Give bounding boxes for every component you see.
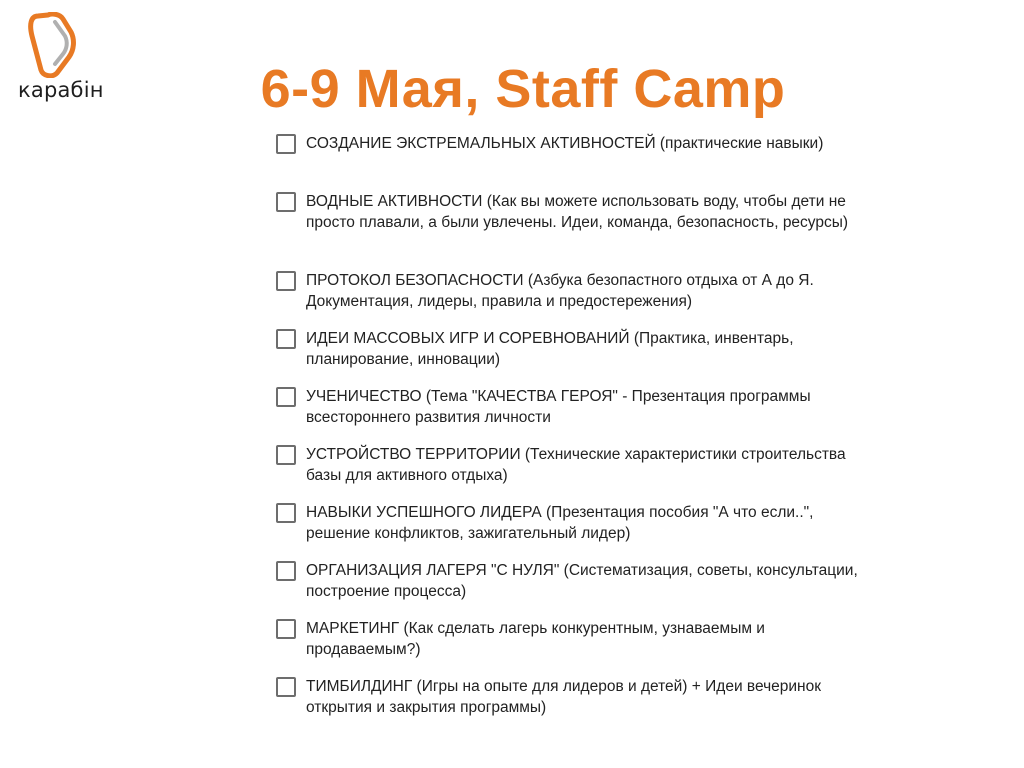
checklist-item-label: ПРОТОКОЛ БЕЗОПАСНОСТИ (Азбука безопастного отдыха от А до Я. Документация, лидеры, правила и предостережения): [306, 272, 814, 310]
checkbox[interactable]: [276, 192, 296, 212]
checklist-item-label: УЧЕНИЧЕСТВО (Тема "КАЧЕСТВА ГЕРОЯ" - Презентация программы всестороннего развития личности: [306, 388, 811, 426]
checkbox[interactable]: [276, 387, 296, 407]
checklist-item-label: ИДЕИ МАССОВЫХ ИГР И СОРЕВНОВАНИЙ (Практика, инвентарь, планирование, инновации): [306, 330, 794, 368]
checklist-item-label: ОРГАНИЗАЦИЯ ЛАГЕРЯ "С НУЛЯ" (Систематизация, советы, консультации, построение процесса): [306, 562, 858, 600]
checkbox[interactable]: [276, 134, 296, 154]
checkbox[interactable]: [276, 619, 296, 639]
checklist-item-label: ТИМБИЛДИНГ (Игры на опыте для лидеров и детей) + Идеи вечеринок открытия и закрытия программы): [306, 678, 822, 716]
checkbox[interactable]: [276, 329, 296, 349]
checklist-item-label: НАВЫКИ УСПЕШНОГО ЛИДЕРА (Презентация пособия "А что если..", решение конфликтов, зажигательный лидер): [306, 504, 814, 542]
logo-wordmark: карабін: [18, 78, 104, 102]
checklist-item-label: СОЗДАНИЕ ЭКСТРЕМАЛЬНЫХ АКТИВНОСТЕЙ (практические навыки): [306, 135, 824, 152]
checkbox[interactable]: [276, 561, 296, 581]
checkbox[interactable]: [276, 677, 296, 697]
page-title: 6-9 Мая, Staff Camp: [260, 59, 786, 119]
checkbox[interactable]: [276, 445, 296, 465]
checklist-item-label: УСТРОЙСТВО ТЕРРИТОРИИ (Технические характеристики строительства базы для активного отдыха): [306, 446, 846, 484]
checkbox[interactable]: [276, 503, 296, 523]
checkbox[interactable]: [276, 271, 296, 291]
checklist-item-label: МАРКЕТИНГ (Как сделать лагерь конкурентным, узнаваемым и продаваемым?): [306, 620, 765, 658]
checklist-item-label: ВОДНЫЕ АКТИВНОСТИ (Как вы можете использовать воду, чтобы дети не просто плавали, а были увлечены. Идеи, команда, безопасность, ресурсы): [306, 193, 849, 231]
